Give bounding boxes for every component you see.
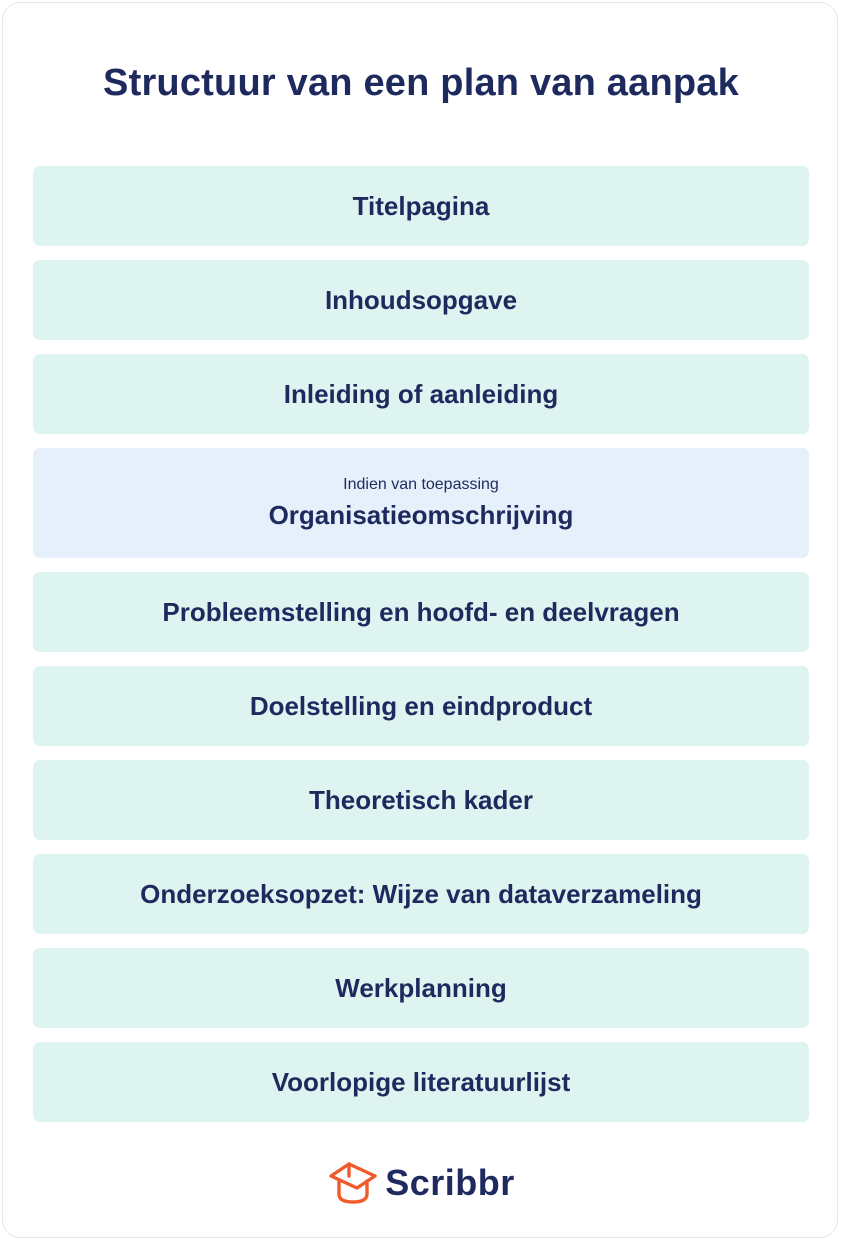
section-label: Werkplanning — [335, 972, 507, 1003]
section-probleemstelling — [33, 572, 809, 652]
section-theoretisch-kader — [33, 760, 809, 840]
section-label: Theoretisch kader — [309, 784, 533, 815]
section-titelpagina — [33, 166, 809, 246]
section-literatuurlijst — [33, 1042, 809, 1122]
section-label: Voorlopige literatuurlijst — [271, 1066, 571, 1097]
section-doelstelling — [33, 666, 809, 746]
section-label: Probleemstelling en hoofd- en deelvragen — [162, 596, 680, 627]
section-label: Onderzoeksopzet: Wijze van dataverzameling — [140, 878, 702, 909]
section-label: Titelpagina — [352, 190, 490, 221]
graduation-cap-icon — [327, 1160, 379, 1206]
brand-logo — [0, 1158, 842, 1208]
brand-name: Scribbr — [385, 1162, 515, 1203]
page-title: Structuur van een plan van aanpak — [103, 62, 739, 104]
section-inleiding — [33, 354, 809, 434]
section-label: Organisatieomschrijving — [268, 499, 574, 530]
section-label: Doelstelling en eindproduct — [249, 690, 593, 721]
section-label: Inleiding of aanleiding — [283, 378, 559, 409]
section-label: Inhoudsopgave — [324, 284, 518, 315]
section-werkplanning — [33, 948, 809, 1028]
section-inhoudsopgave — [33, 260, 809, 340]
section-organisatieomschrijving — [33, 448, 809, 558]
section-note: Indien van toepassing — [343, 475, 499, 493]
section-onderzoeksopzet — [33, 854, 809, 934]
